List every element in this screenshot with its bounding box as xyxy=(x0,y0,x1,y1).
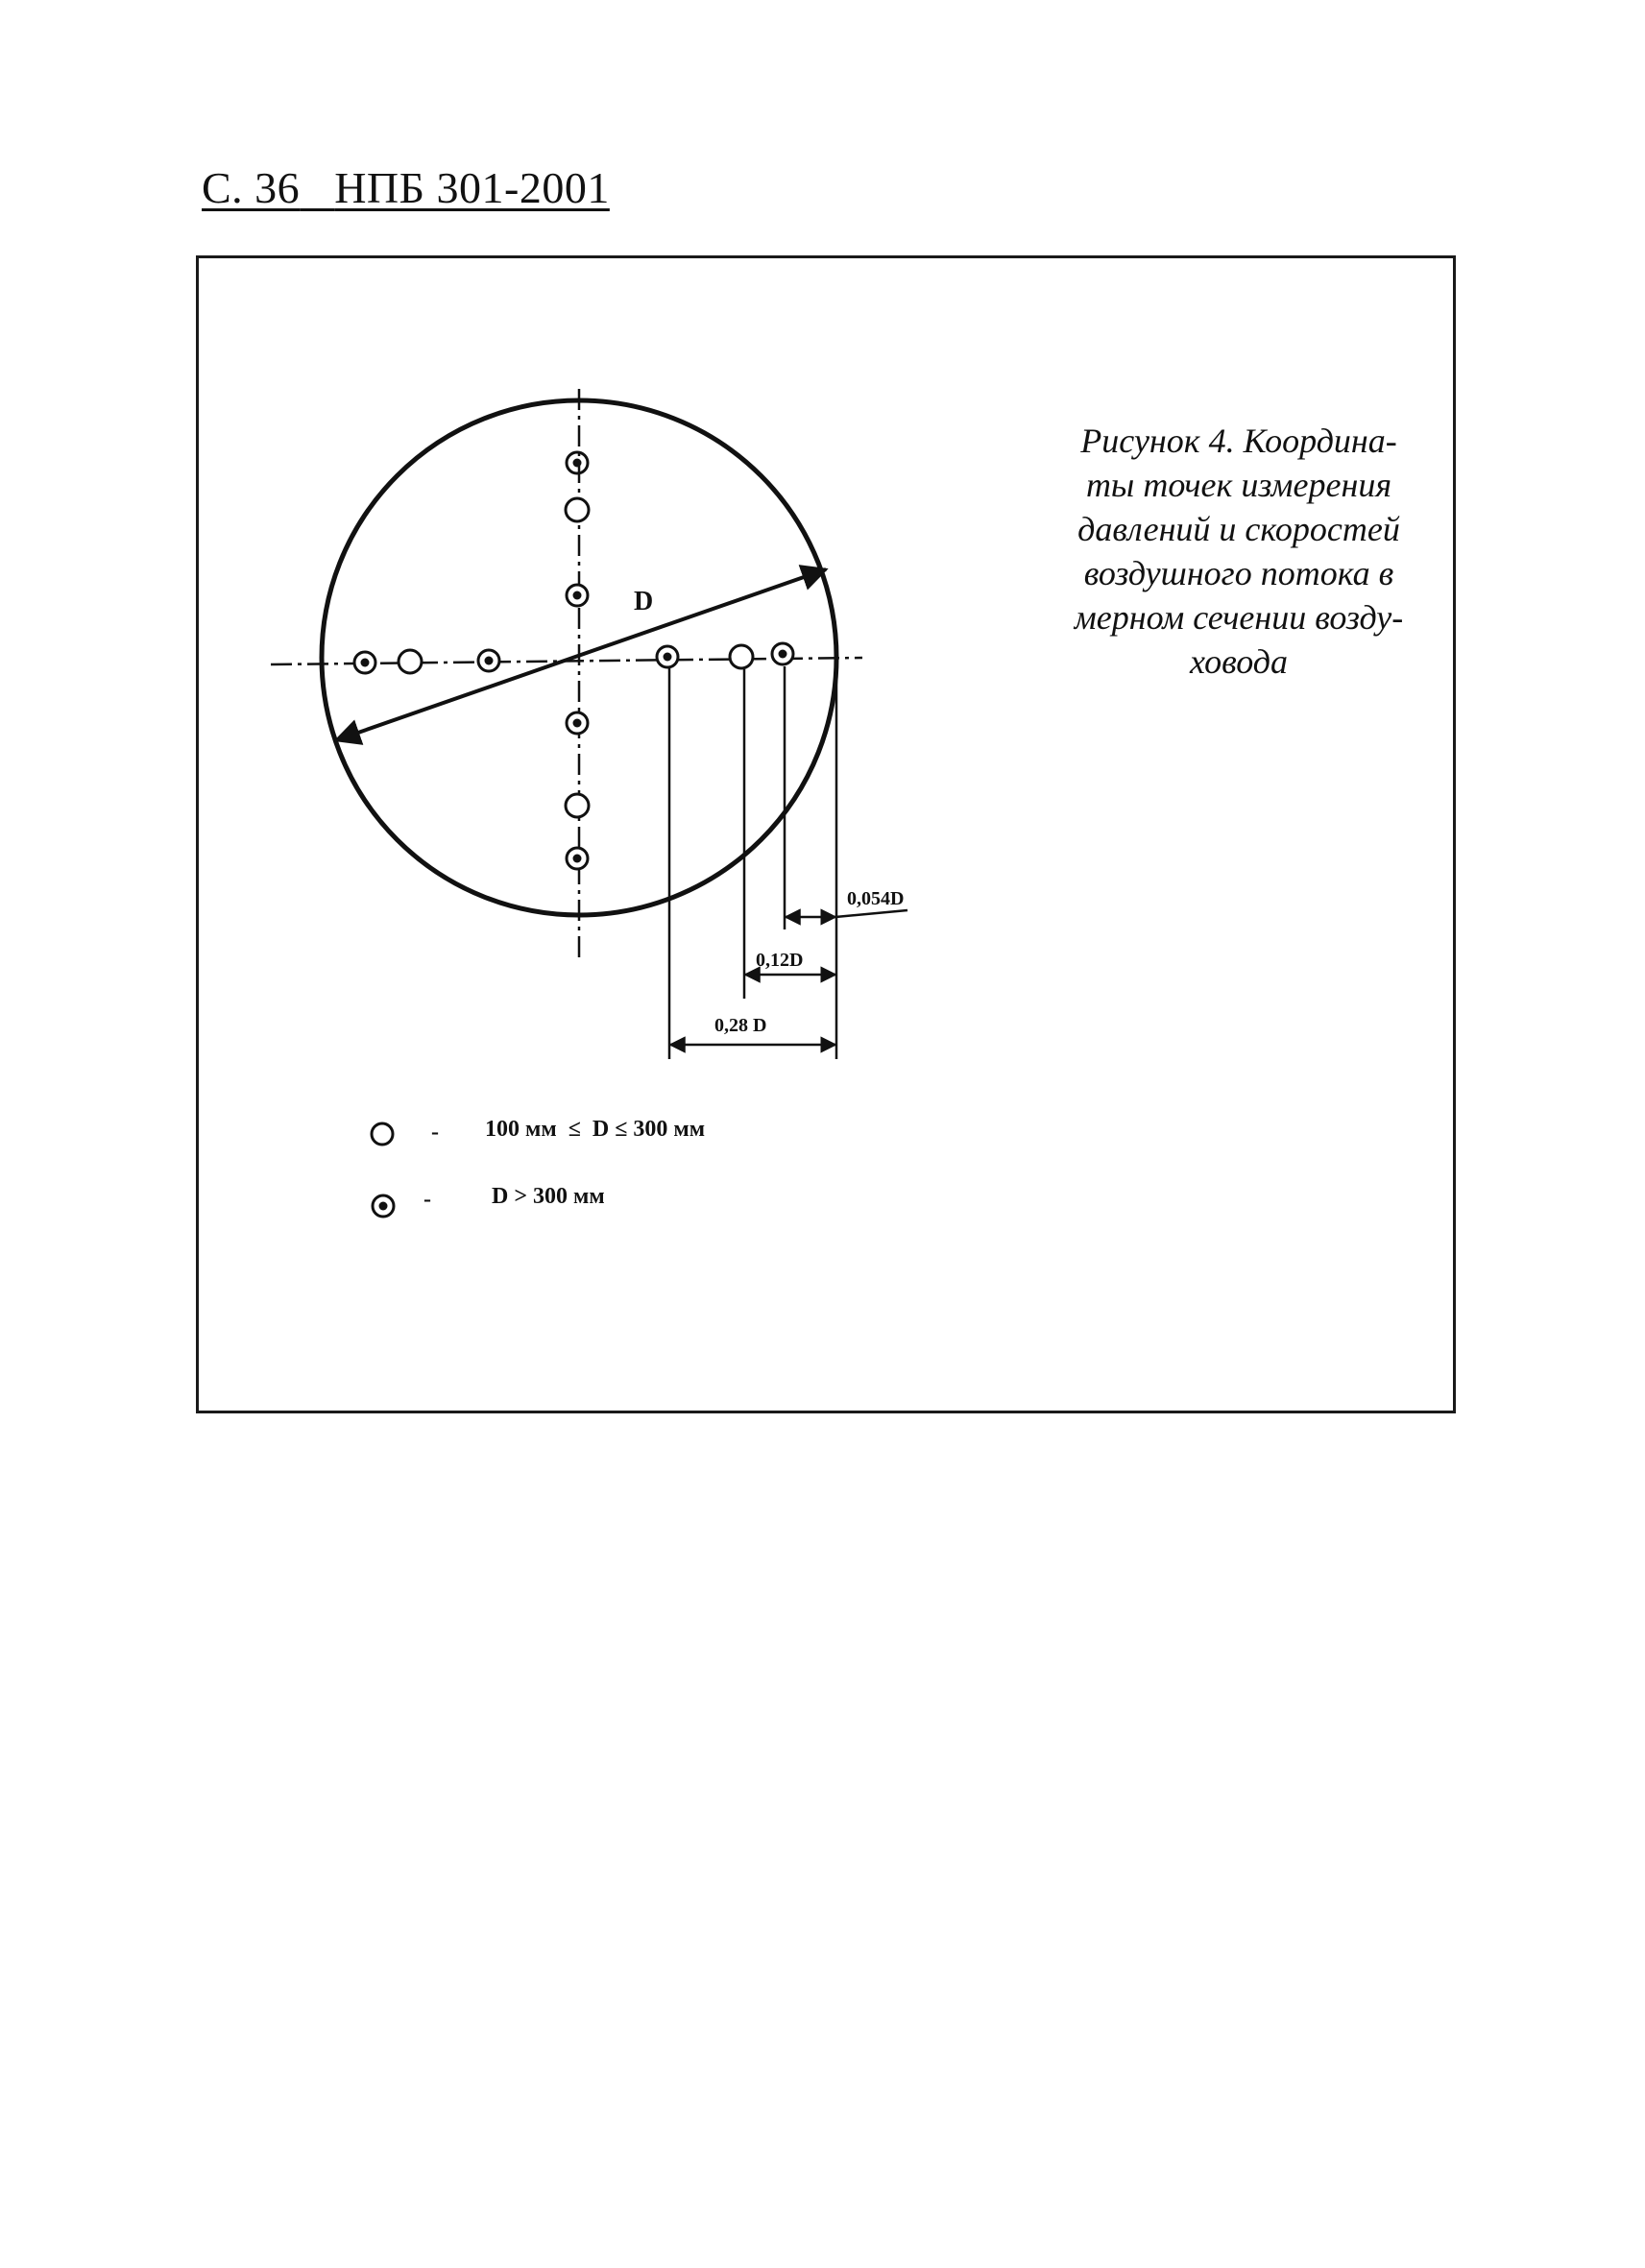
legend-text-small-range: 100 мм ≤ D ≤ 300 мм xyxy=(485,1117,706,1142)
measurement-point-open xyxy=(566,498,589,521)
caption-line: ты точек измерения xyxy=(1085,466,1392,504)
figure-caption xyxy=(1037,419,1440,684)
legend xyxy=(372,1117,705,1217)
legend-dash: - xyxy=(431,1120,439,1145)
open-circle-icon xyxy=(372,1123,393,1145)
dimension-label-medium: 0,12D xyxy=(756,950,804,971)
measurement-point-double xyxy=(772,643,793,664)
measurement-point-double xyxy=(567,712,588,734)
caption-line: Рисунок 4. Координа- xyxy=(1080,422,1397,460)
measurement-point-open xyxy=(730,645,753,668)
dimension-leader xyxy=(835,910,907,917)
legend-text-large-range: D > 300 мм xyxy=(492,1184,605,1209)
measurement-point-open xyxy=(399,650,422,673)
measurement-point-double xyxy=(567,585,588,606)
caption-line: воздушного потока в xyxy=(1083,554,1394,592)
caption-line: давлений и скоростей xyxy=(1077,510,1400,548)
measurement-point-double xyxy=(567,452,588,473)
caption-line: мерном сечении возду- xyxy=(1074,598,1404,637)
measurement-point-open xyxy=(566,794,589,817)
dimension-label-large: 0,28 D xyxy=(714,1015,767,1036)
diameter-label: D xyxy=(634,587,654,616)
double-circle-icon xyxy=(373,1195,394,1217)
measurement-point-double xyxy=(657,646,678,667)
caption-line: ховода xyxy=(1190,642,1288,681)
document-code: НПБ 301-2001 xyxy=(334,163,610,212)
legend-dash: - xyxy=(423,1187,431,1212)
page-number: С. 36 xyxy=(202,163,301,212)
measurement-point-double xyxy=(567,848,588,869)
dimension-label-small: 0,054D xyxy=(847,888,905,909)
measurement-point-double xyxy=(354,652,375,673)
measurement-point-double xyxy=(478,650,499,671)
